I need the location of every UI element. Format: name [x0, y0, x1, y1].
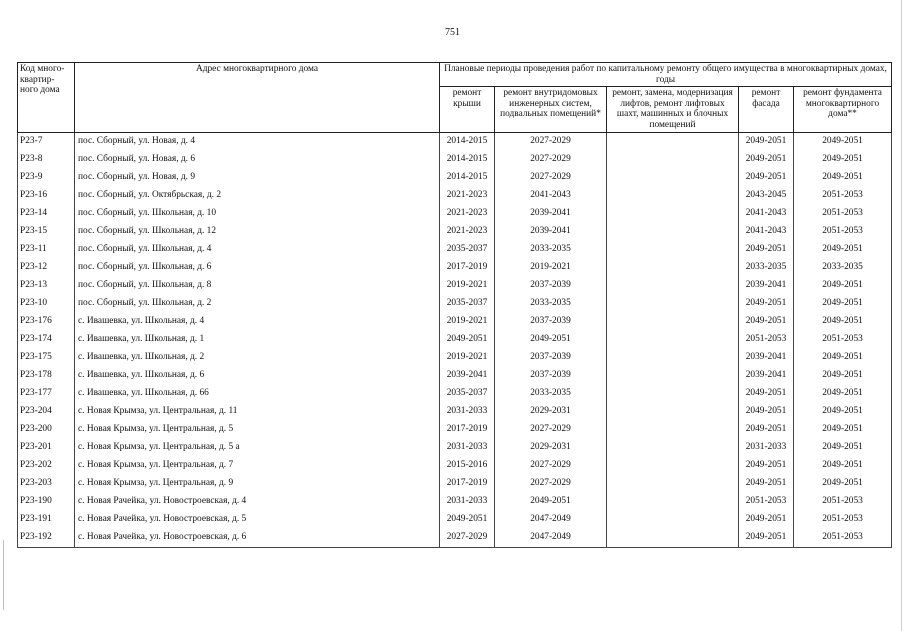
cell-code: Р23-177: [18, 385, 75, 403]
cell-address: с. Новая Крымза, ул. Центральная, д. 5: [75, 421, 440, 439]
cell-facade: 2049-2051: [739, 151, 794, 169]
cell-elevators: [607, 205, 739, 223]
table-row: [18, 367, 892, 385]
table-row: [18, 151, 892, 169]
cell-foundation: 2049-2051: [794, 421, 892, 439]
cell-systems: 2037-2039: [495, 277, 607, 295]
column-group-header-periods: Плановые периоды проведения работ по капитальному ремонту общего имущества в многоквартирных домах, годы: [440, 63, 892, 87]
cell-code: Р23-8: [18, 151, 75, 169]
column-header-foundation: ремонт фундамента многоквартирного дома**: [794, 87, 892, 132]
cell-code: Р23-10: [18, 295, 75, 313]
cell-roof: 2014-2015: [440, 132, 495, 151]
cell-facade: 2049-2051: [739, 295, 794, 313]
cell-roof: 2039-2041: [440, 367, 495, 385]
cell-elevators: [607, 421, 739, 439]
cell-code: Р23-192: [18, 529, 75, 548]
table-row: [18, 403, 892, 421]
cell-roof: 2035-2037: [440, 241, 495, 259]
cell-facade: 2049-2051: [739, 421, 794, 439]
cell-elevators: [607, 313, 739, 331]
cell-roof: 2049-2051: [440, 331, 495, 349]
cell-elevators: [607, 241, 739, 259]
cell-facade: 2039-2041: [739, 367, 794, 385]
cell-elevators: [607, 223, 739, 241]
cell-facade: 2049-2051: [739, 511, 794, 529]
cell-foundation: 2051-2053: [794, 331, 892, 349]
cell-foundation: 2049-2051: [794, 403, 892, 421]
cell-code: Р23-176: [18, 313, 75, 331]
cell-address: с. Ивашевка, ул. Школьная, д. 4: [75, 313, 440, 331]
cell-elevators: [607, 187, 739, 205]
scan-edge-mark: [3, 540, 4, 610]
cell-systems: 2029-2031: [495, 403, 607, 421]
cell-facade: 2033-2035: [739, 259, 794, 277]
cell-foundation: 2049-2051: [794, 367, 892, 385]
table-row: [18, 457, 892, 475]
cell-facade: 2049-2051: [739, 313, 794, 331]
cell-elevators: [607, 367, 739, 385]
cell-roof: 2031-2033: [440, 439, 495, 457]
column-header-address: Адрес многоквартирного дома: [75, 63, 440, 133]
cell-address: пос. Сборный, ул. Школьная, д. 6: [75, 259, 440, 277]
table-row: [18, 331, 892, 349]
cell-foundation: 2051-2053: [794, 187, 892, 205]
table-row: [18, 313, 892, 331]
cell-code: Р23-13: [18, 277, 75, 295]
cell-code: Р23-191: [18, 511, 75, 529]
cell-foundation: 2049-2051: [794, 241, 892, 259]
cell-roof: 2015-2016: [440, 457, 495, 475]
cell-systems: 2047-2049: [495, 511, 607, 529]
cell-elevators: [607, 439, 739, 457]
table-row: [18, 421, 892, 439]
cell-systems: 2019-2021: [495, 259, 607, 277]
cell-systems: 2049-2051: [495, 493, 607, 511]
cell-elevators: [607, 151, 739, 169]
cell-address: с. Новая Крымза, ул. Центральная, д. 9: [75, 475, 440, 493]
cell-foundation: 2049-2051: [794, 151, 892, 169]
cell-systems: 2047-2049: [495, 529, 607, 548]
cell-facade: 2049-2051: [739, 403, 794, 421]
cell-code: Р23-15: [18, 223, 75, 241]
cell-roof: 2021-2023: [440, 223, 495, 241]
page-edge-line: [901, 0, 902, 631]
cell-foundation: 2049-2051: [794, 132, 892, 151]
cell-systems: 2027-2029: [495, 151, 607, 169]
cell-code: Р23-175: [18, 349, 75, 367]
cell-roof: 2017-2019: [440, 259, 495, 277]
table-row: [18, 169, 892, 187]
cell-systems: 2033-2035: [495, 241, 607, 259]
cell-roof: 2014-2015: [440, 169, 495, 187]
cell-code: Р23-11: [18, 241, 75, 259]
cell-roof: 2014-2015: [440, 151, 495, 169]
cell-address: пос. Сборный, ул. Новая, д. 4: [75, 132, 440, 151]
cell-foundation: 2051-2053: [794, 223, 892, 241]
cell-facade: 2051-2053: [739, 331, 794, 349]
cell-systems: 2027-2029: [495, 132, 607, 151]
cell-code: Р23-174: [18, 331, 75, 349]
cell-foundation: 2049-2051: [794, 349, 892, 367]
table-row: [18, 385, 892, 403]
cell-roof: 2035-2037: [440, 295, 495, 313]
cell-systems: 2037-2039: [495, 349, 607, 367]
table-row: [18, 187, 892, 205]
cell-address: с. Ивашевка, ул. Школьная, д. 66: [75, 385, 440, 403]
table-row: [18, 259, 892, 277]
cell-facade: 2041-2043: [739, 205, 794, 223]
cell-code: Р23-200: [18, 421, 75, 439]
cell-address: с. Новая Рачейка, ул. Новостроевская, д. 4: [75, 493, 440, 511]
cell-elevators: [607, 331, 739, 349]
cell-facade: 2049-2051: [739, 475, 794, 493]
cell-code: Р23-190: [18, 493, 75, 511]
cell-foundation: 2051-2053: [794, 493, 892, 511]
cell-roof: 2017-2019: [440, 421, 495, 439]
column-header-roof: ремонт крыши: [440, 87, 495, 132]
cell-facade: 2031-2033: [739, 439, 794, 457]
cell-roof: 2017-2019: [440, 475, 495, 493]
cell-address: пос. Сборный, ул. Школьная, д. 4: [75, 241, 440, 259]
cell-address: с. Новая Крымза, ул. Центральная, д. 11: [75, 403, 440, 421]
cell-address: с. Новая Рачейка, ул. Новостроевская, д. 6: [75, 529, 440, 548]
cell-foundation: 2049-2051: [794, 439, 892, 457]
cell-elevators: [607, 132, 739, 151]
cell-roof: 2019-2021: [440, 349, 495, 367]
cell-systems: 2033-2035: [495, 385, 607, 403]
cell-facade: 2049-2051: [739, 385, 794, 403]
cell-elevators: [607, 385, 739, 403]
table-row: [18, 295, 892, 313]
column-header-facade: ремонт фасада: [739, 87, 794, 132]
cell-address: с. Новая Рачейка, ул. Новостроевская, д. 5: [75, 511, 440, 529]
cell-address: пос. Сборный, ул. Новая, д. 9: [75, 169, 440, 187]
cell-elevators: [607, 475, 739, 493]
cell-elevators: [607, 511, 739, 529]
page-number: 751: [445, 27, 460, 38]
cell-elevators: [607, 259, 739, 277]
cell-elevators: [607, 403, 739, 421]
cell-facade: 2051-2053: [739, 493, 794, 511]
cell-foundation: 2049-2051: [794, 295, 892, 313]
cell-systems: 2049-2051: [495, 331, 607, 349]
column-header-systems: ремонт внутридомовых инженерных систем, подвальных помещений*: [495, 87, 607, 132]
cell-code: Р23-178: [18, 367, 75, 385]
cell-systems: 2033-2035: [495, 295, 607, 313]
cell-systems: 2027-2029: [495, 457, 607, 475]
cell-roof: 2035-2037: [440, 385, 495, 403]
cell-facade: 2049-2051: [739, 457, 794, 475]
cell-address: с. Новая Крымза, ул. Центральная, д. 7: [75, 457, 440, 475]
cell-address: пос. Сборный, ул. Школьная, д. 12: [75, 223, 440, 241]
cell-systems: 2037-2039: [495, 313, 607, 331]
cell-elevators: [607, 169, 739, 187]
cell-address: пос. Сборный, ул. Новая, д. 6: [75, 151, 440, 169]
cell-foundation: 2049-2051: [794, 313, 892, 331]
cell-systems: 2029-2031: [495, 439, 607, 457]
column-header-code: Код много-квартир-ного дома: [18, 63, 75, 133]
cell-facade: 2049-2051: [739, 241, 794, 259]
cell-roof: 2021-2023: [440, 205, 495, 223]
cell-foundation: 2049-2051: [794, 169, 892, 187]
cell-address: пос. Сборный, ул. Школьная, д. 8: [75, 277, 440, 295]
cell-facade: 2039-2041: [739, 349, 794, 367]
cell-elevators: [607, 493, 739, 511]
cell-roof: 2031-2033: [440, 403, 495, 421]
table-row: [18, 349, 892, 367]
capital-repair-schedule-table: [17, 62, 892, 548]
table-body: [18, 132, 892, 547]
cell-foundation: 2049-2051: [794, 385, 892, 403]
cell-foundation: 2051-2053: [794, 205, 892, 223]
cell-code: Р23-201: [18, 439, 75, 457]
cell-systems: 2027-2029: [495, 169, 607, 187]
table-row: [18, 529, 892, 548]
cell-systems: 2039-2041: [495, 223, 607, 241]
cell-roof: 2049-2051: [440, 511, 495, 529]
table-row: [18, 475, 892, 493]
cell-foundation: 2049-2051: [794, 277, 892, 295]
table-row: [18, 132, 892, 151]
cell-code: Р23-9: [18, 169, 75, 187]
cell-address: пос. Сборный, ул. Школьная, д. 10: [75, 205, 440, 223]
cell-code: Р23-16: [18, 187, 75, 205]
cell-systems: 2037-2039: [495, 367, 607, 385]
cell-elevators: [607, 349, 739, 367]
cell-address: с. Ивашевка, ул. Школьная, д. 1: [75, 331, 440, 349]
cell-roof: 2019-2021: [440, 277, 495, 295]
cell-address: с. Ивашевка, ул. Школьная, д. 2: [75, 349, 440, 367]
cell-code: Р23-14: [18, 205, 75, 223]
cell-facade: 2049-2051: [739, 529, 794, 548]
table-row: [18, 439, 892, 457]
cell-elevators: [607, 277, 739, 295]
cell-roof: 2019-2021: [440, 313, 495, 331]
cell-systems: 2041-2043: [495, 187, 607, 205]
table-row: [18, 493, 892, 511]
table-row: [18, 511, 892, 529]
cell-address: пос. Сборный, ул. Школьная, д. 2: [75, 295, 440, 313]
cell-systems: 2027-2029: [495, 421, 607, 439]
cell-facade: 2049-2051: [739, 132, 794, 151]
cell-roof: 2021-2023: [440, 187, 495, 205]
cell-elevators: [607, 295, 739, 313]
cell-roof: 2031-2033: [440, 493, 495, 511]
cell-code: Р23-12: [18, 259, 75, 277]
cell-foundation: 2051-2053: [794, 529, 892, 548]
table-row: [18, 277, 892, 295]
cell-facade: 2049-2051: [739, 169, 794, 187]
cell-facade: 2041-2043: [739, 223, 794, 241]
cell-foundation: 2049-2051: [794, 457, 892, 475]
cell-elevators: [607, 529, 739, 548]
cell-address: с. Ивашевка, ул. Школьная, д. 6: [75, 367, 440, 385]
cell-foundation: 2033-2035: [794, 259, 892, 277]
table-row: [18, 223, 892, 241]
cell-elevators: [607, 457, 739, 475]
cell-code: Р23-7: [18, 132, 75, 151]
cell-foundation: 2051-2053: [794, 511, 892, 529]
table-row: [18, 241, 892, 259]
column-header-elevators: ремонт, замена, модернизация лифтов, ремонт лифтовых шахт, машинных и блочных помещений: [607, 87, 739, 132]
cell-systems: 2027-2029: [495, 475, 607, 493]
cell-code: Р23-204: [18, 403, 75, 421]
cell-roof: 2027-2029: [440, 529, 495, 548]
cell-facade: 2039-2041: [739, 277, 794, 295]
cell-address: с. Новая Крымза, ул. Центральная, д. 5 а: [75, 439, 440, 457]
cell-facade: 2043-2045: [739, 187, 794, 205]
cell-foundation: 2049-2051: [794, 475, 892, 493]
cell-code: Р23-202: [18, 457, 75, 475]
cell-systems: 2039-2041: [495, 205, 607, 223]
table-row: [18, 205, 892, 223]
cell-address: пос. Сборный, ул. Октябрьская, д. 2: [75, 187, 440, 205]
cell-code: Р23-203: [18, 475, 75, 493]
